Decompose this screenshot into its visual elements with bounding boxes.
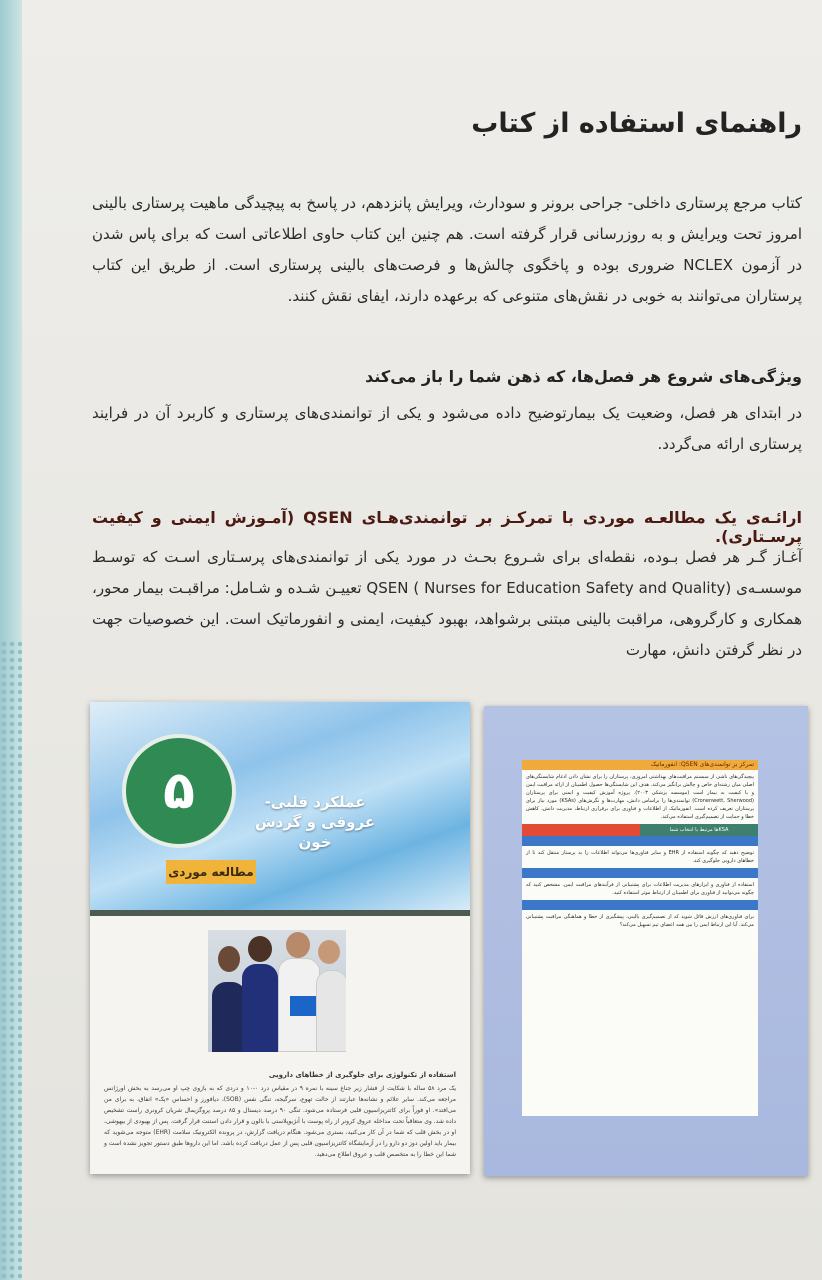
- sample-chapter-opener: [90, 702, 470, 1174]
- clinicians-photo: [208, 930, 346, 1052]
- ksa-header-bar: [522, 824, 758, 836]
- section-heading-chapter-features: ویژگی‌های شروع هر فصل‌ها، که ذهن شما را باز می‌کند: [365, 367, 802, 386]
- chapter-divider: [90, 910, 470, 916]
- qsen-sheet: [522, 760, 758, 1116]
- spine-pattern: [0, 640, 22, 1280]
- ksa-header-red: [522, 824, 640, 836]
- ksa-row-bar: [522, 900, 758, 910]
- chapter-number-badge: ۵: [122, 734, 236, 848]
- nurse-figure: [212, 982, 246, 1052]
- qsen-header: تمرکز بر توانمندی‌های QSEN: انفورماتیک: [522, 760, 758, 770]
- caption-body: یک مرد ۵۸ ساله با شکایت از فشار زیر جناغ سینه با نمره ۹ در مقیاس درد ۰-۱۰ و دردی که به بازوی چپ او می‌رسد به بخش اورژانس مراجعه می‌کند. سایر علائم و نشانه‌ها عبارتند از حالت تهوع، سرگیجه، تنگی نفس (SOB)، دیافورز و احساس «پک» اتفاق، به برای من می‌افتد». او فوراً برای کاتتریزاسیون قلبی فرستاده می‌شود. تنگی ۹۰ درصد دیستال و ۸۵ درصد پروگزیمال شریان کرونری راست تشخیص داده شد. وی متعاقباً تحت مداخله عروق کرونر از راه پوست با آنژیوپلاستی با بالون و قرار دادن استنت قرار گرفت. پس از بهبودی از بیهوشی، او در بخش قلب که شما در آن کار می‌کنید، بستری می‌شود. هنگام دریافت گزارش، در پرونده الکترونیک سلامت (EHR) متوجه می‌شوید که بیمار باید اولین دوز دو دارو را در آزمایشگاه کاتتریزاسیون قلبی پس از عمل دریافت کرده باشد. اما این داروها طبق دستور تجویز نشده است و شما این خطا را به متخصص قلب و عروق اطلاع می‌دهید.: [104, 1085, 456, 1158]
- ksa-header-label: KSAها مرتبط با انتخاب شما: [640, 824, 758, 836]
- chapter-banner: [90, 702, 470, 910]
- nurse-head: [218, 946, 240, 972]
- section-heading-qsen: ارائـه‌ی یک مطالعـه موردی با تمرکـز بر توانمندی‌هـای QSEN (آمـوزش ایمنی و کیفیت پرسـتاری).: [92, 508, 802, 546]
- book-spine: [0, 0, 22, 1280]
- ksa-row-bar: [522, 868, 758, 878]
- section-text-qsen: آغـاز گـر هر فصل بـوده، نقطه‌ای برای شـروع بحـث در مورد یکی از توانمندی‌های پرسـتاری اسـت که توسـط موسسـه‌ی QSEN ( Nurses for Education Safety and Quality) تعییـن شـده و شـامل: مراقبـت بیمار محور، همکاری و کارگروهی، مراقبت بالینی مبتنی برشواهد، بهبود کیفیت، ایمنی و انفورماتیک است. این خصوصیات جهت در نظر گرفتن دانش، مهارت: [92, 548, 802, 659]
- doctor-head: [286, 932, 310, 958]
- case-study-tag: مطالعه موردی: [166, 860, 256, 884]
- sample-qsen-box: [484, 706, 808, 1176]
- doctor-figure: [316, 970, 346, 1052]
- qsen-intro: پیچیدگی‌های ناشی از سیستم مراقبت‌های بهداشتی امروزی، پرستاران را برای نشان دادن ادغام شایستگی‌های اصلی میان رشته‌ای خاص و چالش برانگیز می‌کند. هدف این شایستگی‌ها حصول اطمینان از ارائه مراقبت ایمن و با کیفیت به بیمار است (موسسه پزشکی ۲۰۰۳). پروژه آموزش کیفیت و ایمنی برای پرستاران (Cronenwett, Sherwood) توانمندی‌ها را براساس دانش، مهارت‌ها و نگرش‌های (KSAs) مورد نیاز برای پرستاران تعریف کرده است. انفورماتیک از اطلاعات و فناوری برای برقراری ارتباط، مدیریت دانش، کاهش خطا و حمایت از تصمیم‌گیری استفاده می‌کند.: [526, 774, 754, 820]
- ksa-row-1: توضیح دهید که چگونه استفاده از EHR و سایر فناوری‌ها می‌تواند اطلاعات را به پرستار منتقل کند تا از خطاهای دارویی جلوگیری کند.: [526, 850, 754, 864]
- ksa-row-3: برای فناوری‌های ارزش قائل شوید که از تصمیم‌گیری بالینی، پیشگیری از خطا و هماهنگی مراقبت پشتیبانی می‌کند. آیا این ارتباط ایمن را بین همه اعضای تیم تسهیل می‌کند؟: [526, 914, 754, 928]
- nurse-figure: [242, 964, 278, 1052]
- case-study-caption: [104, 1070, 456, 1160]
- caption-title: استفاده از تکنولوژی برای جلوگیری از خطاهای دارویی: [268, 1071, 456, 1079]
- page-title: راهنمای استفاده از کتاب: [471, 108, 802, 139]
- folder-icon: [290, 996, 316, 1016]
- intro-paragraph: کتاب مرجع پرستاری داخلی- جراحی برونر و سودارث، ویرایش پانزدهم، در پاسخ به پیچیدگی ماهیت پرستاری بالینی امروز تحت ویرایش و به روزرسانی قرار گرفته است. هم چنین این کتاب حاوی اطلاعاتی است که برای پاس شدن در آزمون NCLEX ضروری بوده و پاخگوی چالش‌ها و فرصت‌های بالینی پرستاری است. از طریق این کتاب پرستاران می‌توانند به خوبی در نقش‌های متنوعی که برعهده دارند، ایفای نقش کنند.: [92, 194, 802, 305]
- ksa-row-2: استفاده از فناوری و ابزارهای مدیریت اطلاعات برای پشتیبانی از فرآیندهای مراقبت ایمن. مشخص کنید که چگونه می‌توانید از فناوری برای اطمینان از ارتباط موثر استفاده کنید.: [526, 882, 754, 896]
- ksa-row-bar: [522, 836, 758, 846]
- doctor-head: [318, 940, 340, 964]
- section-text-chapter-features: در ابتدای هر فصل، وضعیت یک بیمارتوضیح داده می‌شود و یکی از توانمندی‌های پرستاری و کاربرد آن در فرایند پرستاری ارائه می‌گردد.: [92, 404, 802, 453]
- chapter-title: عملکرد قلبی- عروقی و گردش خون: [254, 793, 376, 851]
- nurse-head: [248, 936, 272, 962]
- book-page: [22, 0, 822, 1280]
